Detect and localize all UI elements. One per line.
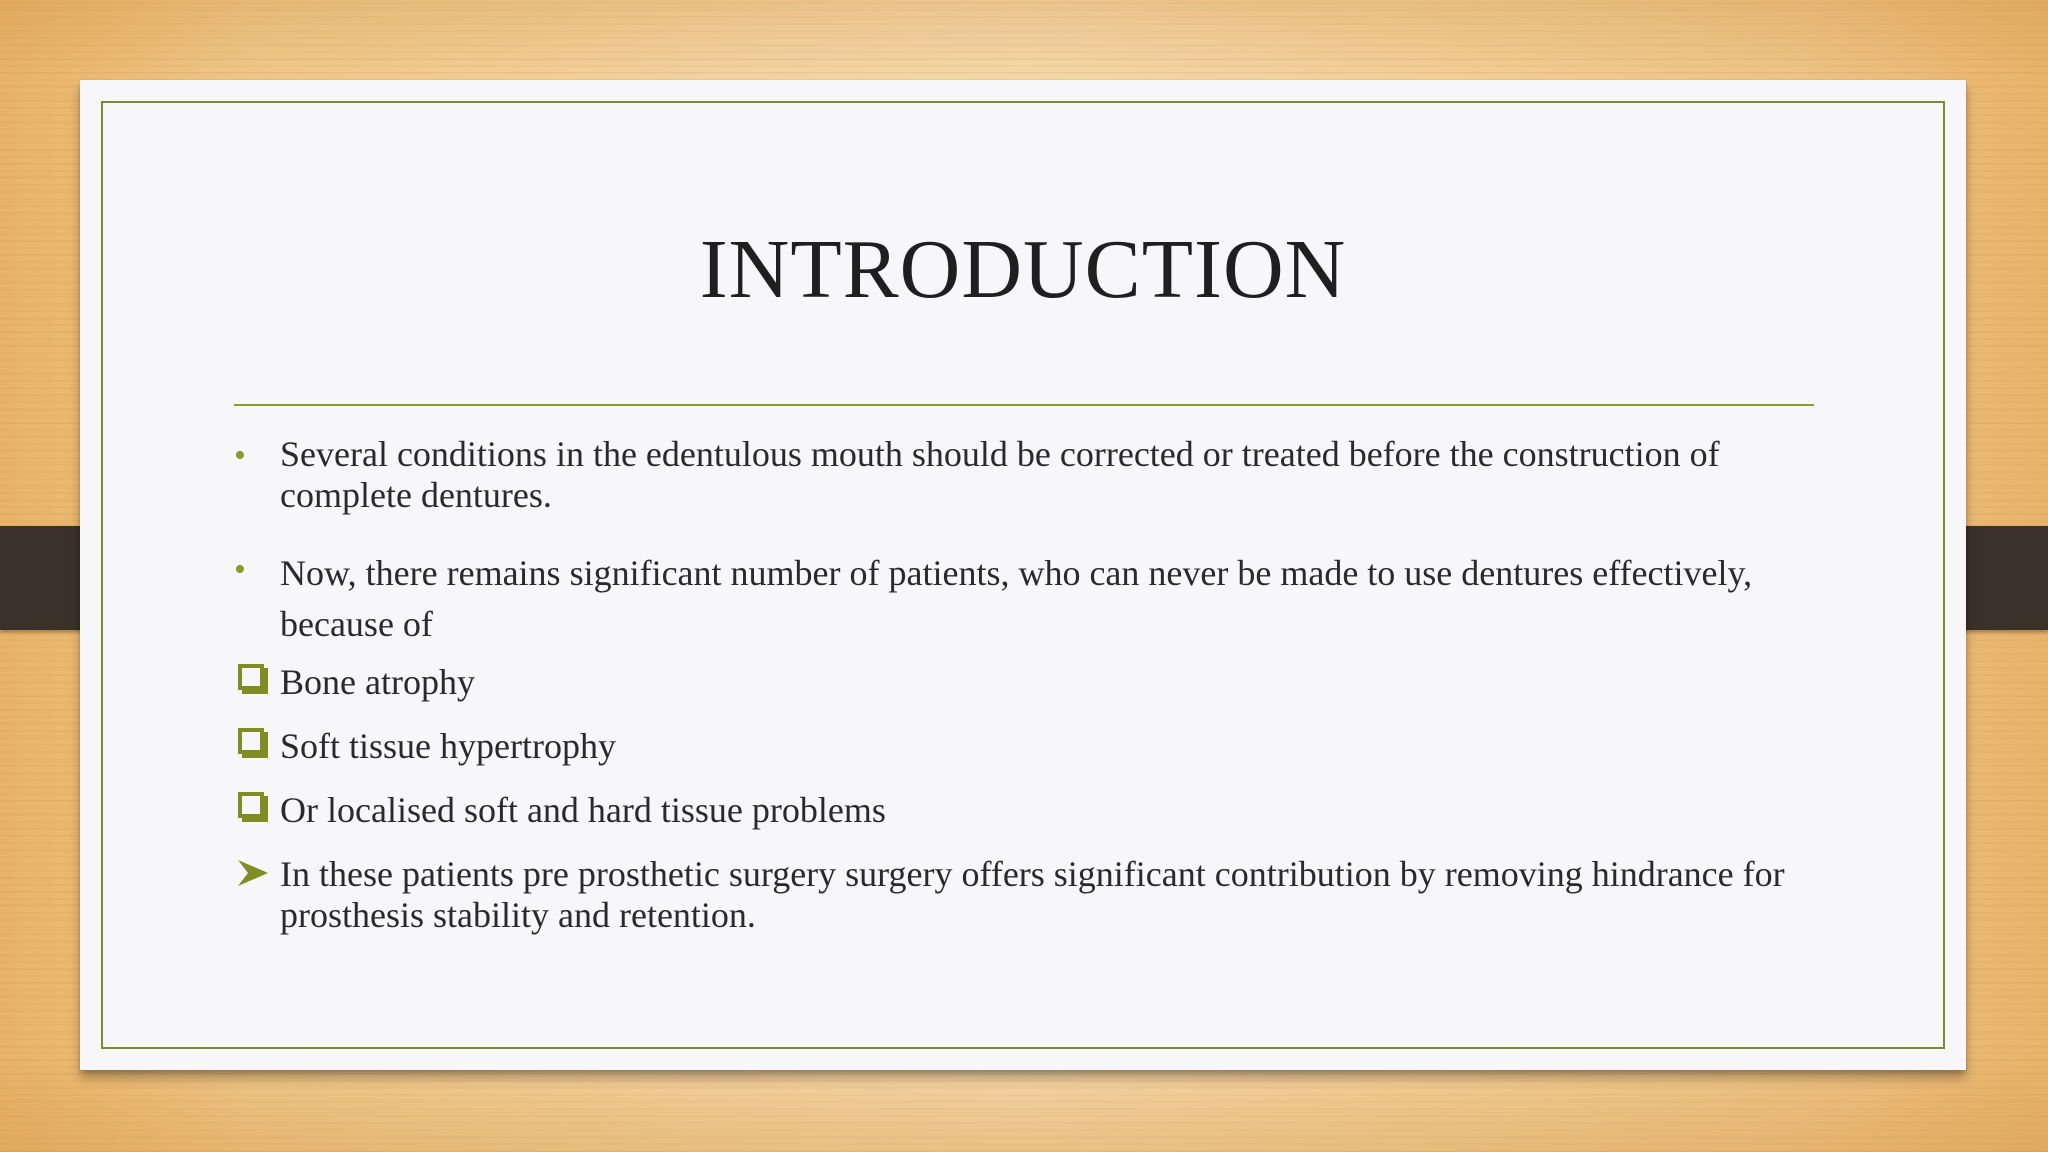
checklist-item: Bone atrophy <box>280 662 475 702</box>
checkbox-icon <box>238 728 264 754</box>
conclusion-item: In these patients pre prosthetic surgery surgery offers significant contribution by removing hindrance for prosthesis stability and retention. <box>280 854 1785 935</box>
checkbox-icon <box>238 792 264 818</box>
bullet-dot-icon: • <box>234 551 246 588</box>
checkbox-icon <box>238 664 264 690</box>
background-shade-top <box>0 0 2048 80</box>
checklist-item: Soft tissue hypertrophy <box>280 726 616 766</box>
arrow-icon <box>236 856 270 890</box>
checklist-item: Or localised soft and hard tissue problems <box>280 790 886 830</box>
bullet-item: Several conditions in the edentulous mouth should be corrected or treated before the construction of complete dentures. <box>280 434 1720 515</box>
slide-title: INTRODUCTION <box>699 223 1347 316</box>
bullet-item: Now, there remains significant number of patients, who can never be made to use dentures effectively, because of <box>280 553 1753 644</box>
title-divider <box>234 404 1814 406</box>
slide-card <box>80 80 1966 1070</box>
bullet-dot-icon: • <box>234 437 246 474</box>
